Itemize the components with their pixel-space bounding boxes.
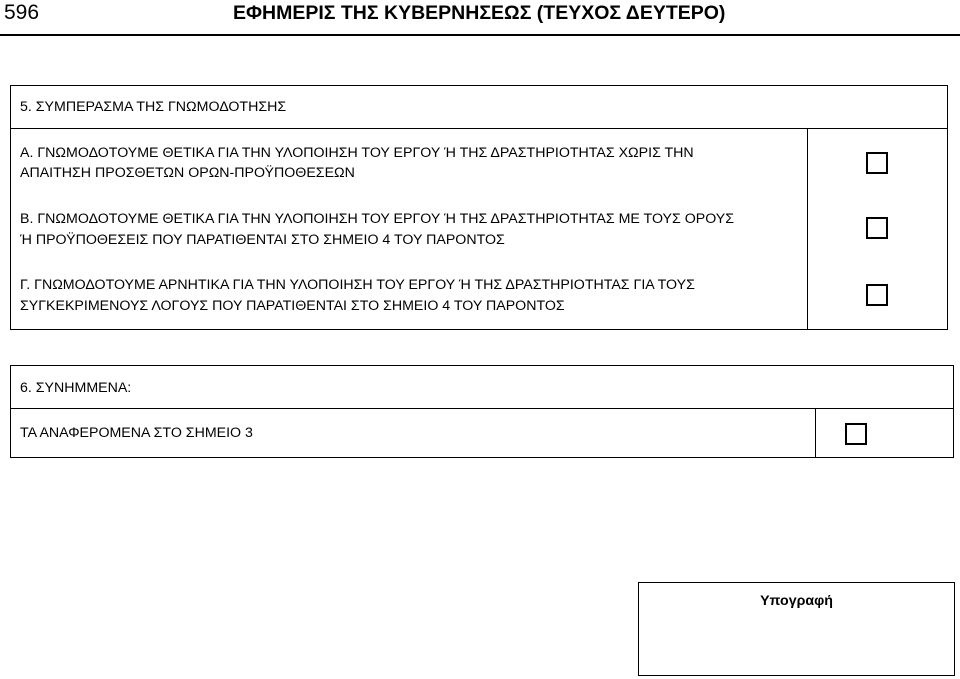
table-divider (807, 128, 808, 330)
option-c-text-line2: ΣΥΓΚΕΚΡΙΜΕΝΟΥΣ ΛΟΓΟΥΣ ΠΟΥ ΠΑΡΑΤΙΘΕΝΤΑΙ ΣΤΟ ΣΗΜΕΙΟ 4 ΤΟΥ ΠΑΡΟΝΤΟΣ (20, 298, 565, 314)
signature-label: Υπογραφή (760, 593, 833, 609)
attachments-item-label: ΤΑ ΑΝΑΦΕΡΟΜΕΝΑ ΣΤΟ ΣΗΜΕΙΟ 3 (20, 425, 253, 441)
option-c-checkbox[interactable] (866, 284, 888, 306)
table-divider (10, 408, 954, 409)
table-divider (815, 408, 816, 458)
option-a-checkbox[interactable] (866, 152, 888, 174)
page-number: 596 (4, 1, 40, 24)
option-c-text-line1: Γ. ΓΝΩΜΟΔΟΤΟΥΜΕ ΑΡΝΗΤΙΚΑ ΓΙΑ ΤΗΝ ΥΛΟΠΟΙΗΣΗ ΤΟΥ ΕΡΓΟΥ Ή ΤΗΣ ΔΡΑΣΤΗΡΙΟΤΗΤΑΣ ΓΙΑ ΤΟΥΣ (20, 277, 695, 293)
attachments-heading: 6. ΣΥΝΗΜΜΕΝΑ: (20, 380, 132, 396)
option-b-checkbox[interactable] (866, 217, 888, 239)
conclusion-heading: 5. ΣΥΜΠΕΡΑΣΜΑ ΤΗΣ ΓΝΩΜΟΔΟΤΗΣΗΣ (20, 99, 287, 115)
attachments-table (10, 365, 954, 458)
option-b-text-line1: Β. ΓΝΩΜΟΔΟΤΟΥΜΕ ΘΕΤΙΚΑ ΓΙΑ ΤΗΝ ΥΛΟΠΟΙΗΣΗ ΤΟΥ ΕΡΓΟΥ Ή ΤΗΣ ΔΡΑΣΤΗΡΙΟΤΗΤΑΣ ΜΕ ΤΟΥΣ ΟΡΟΥΣ (20, 211, 735, 227)
gazette-title: ΕΦΗΜΕΡΙΣ ΤΗΣ ΚΥΒΕΡΝΗΣΕΩΣ (ΤΕΥΧΟΣ ΔΕΥΤΕΡΟ) (233, 2, 726, 24)
option-a-text-line1: Α. ΓΝΩΜΟΔΟΤΟΥΜΕ ΘΕΤΙΚΑ ΓΙΑ ΤΗΝ ΥΛΟΠΟΙΗΣΗ ΤΟΥ ΕΡΓΟΥ Ή ΤΗΣ ΔΡΑΣΤΗΡΙΟΤΗΤΑΣ ΧΩΡΙΣ ΤΗΝ (20, 145, 694, 161)
option-a-text-line2: ΑΠΑΙΤΗΣΗ ΠΡΟΣΘΕΤΩΝ ΟΡΩΝ-ΠΡΟΫΠΟΘΕΣΕΩΝ (20, 165, 355, 181)
header-rule (0, 34, 960, 36)
attachments-checkbox[interactable] (845, 423, 867, 445)
signature-box[interactable] (638, 582, 955, 676)
option-b-text-line2: Ή ΠΡΟΫΠΟΘΕΣΕΙΣ ΠΟΥ ΠΑΡΑΤΙΘΕΝΤΑΙ ΣΤΟ ΣΗΜΕΙΟ 4 ΤΟΥ ΠΑΡΟΝΤΟΣ (20, 232, 505, 248)
